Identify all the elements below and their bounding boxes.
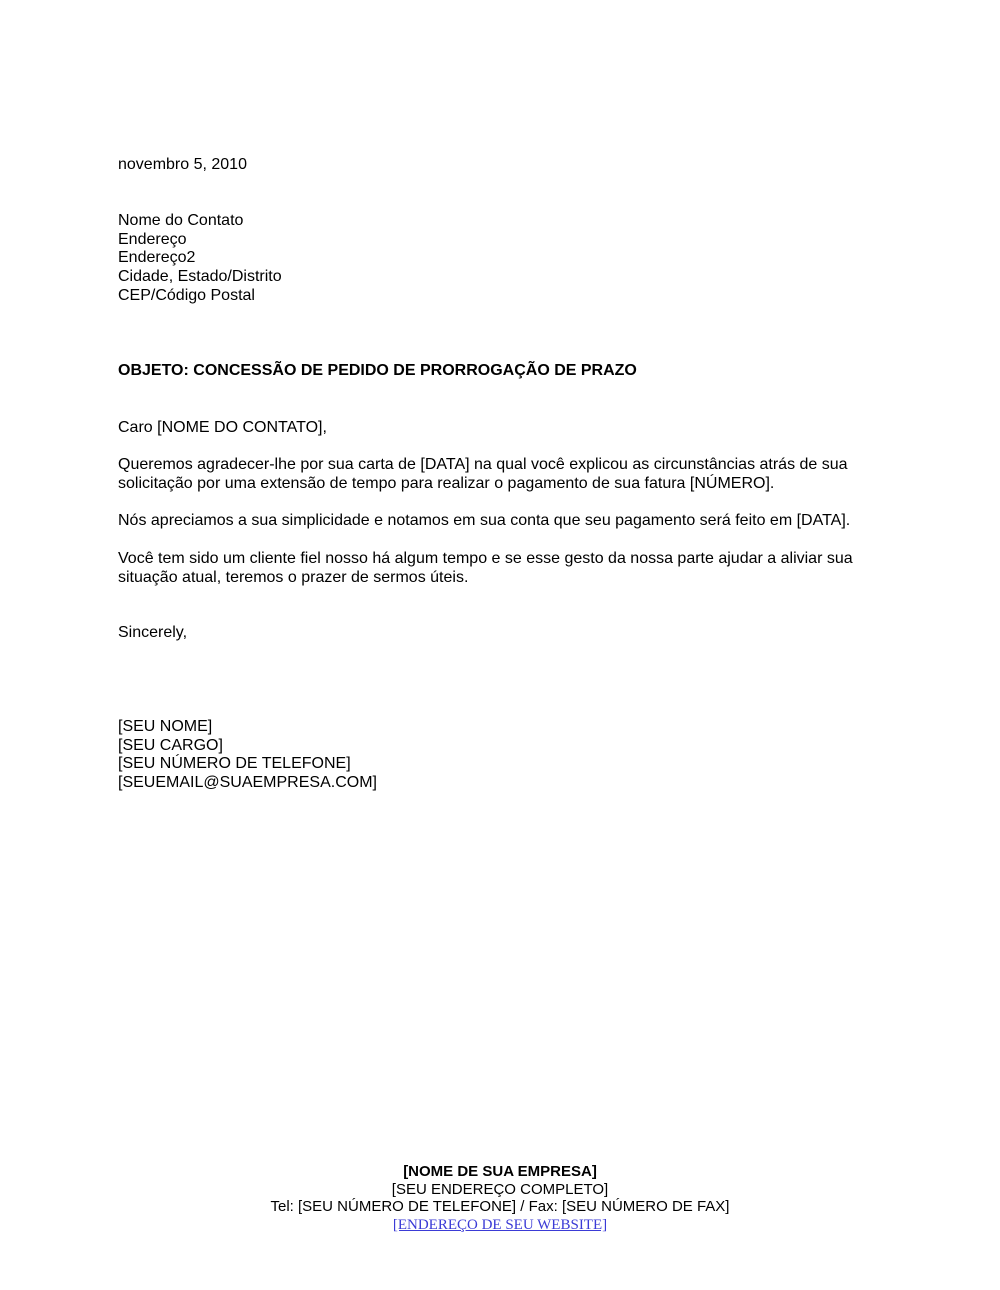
footer-contact: Tel: [SEU NÚMERO DE TELEFONE] / Fax: [SEU NÚMERO DE FAX] xyxy=(270,1198,730,1216)
recipient-address-line1: Endereço xyxy=(118,230,187,248)
recipient-city-state: Cidade, Estado/Distrito xyxy=(118,268,282,286)
recipient-name: Nome do Contato xyxy=(118,212,244,229)
recipient-postal-code: CEP/Código Postal xyxy=(118,286,255,304)
recipient-address-line2: Endereço2 xyxy=(118,249,196,267)
signature-title: [SEU CARGO] xyxy=(118,736,223,754)
body-paragraph-3 xyxy=(118,550,853,587)
recipient-address xyxy=(118,212,282,306)
paragraph-line: situação atual, teremos o prazer de sermos úteis. xyxy=(118,568,469,586)
letter-salutation: Caro [NOME DO CONTATO], xyxy=(118,419,327,436)
body-paragraph-2 xyxy=(118,512,850,531)
signature-name: [SEU NOME] xyxy=(118,718,213,735)
signature-block xyxy=(118,718,377,793)
paragraph-line: Queremos agradecer-lhe por sua carta de [DATA] na qual você explicou as circunstâncias atrás de sua xyxy=(118,456,848,473)
paragraph-line: Você tem sido um cliente fiel nosso há algum tempo e se esse gesto da nossa parte ajudar a aliviar sua xyxy=(118,550,853,567)
footer-website-link[interactable]: [ENDEREÇO DE SEU WEBSITE] xyxy=(392,1216,608,1233)
footer-address: [SEU ENDEREÇO COMPLETO] xyxy=(391,1180,609,1198)
footer-company-name: [NOME DE SUA EMPRESA] xyxy=(403,1163,597,1180)
letterhead-footer xyxy=(0,1163,1000,1234)
signature-phone: [SEU NÚMERO DE TELEFONE] xyxy=(118,755,351,773)
signature-email: [SEUEMAIL@SUAEMPRESA.COM] xyxy=(118,774,377,792)
letter-date: novembro 5, 2010 xyxy=(118,156,247,173)
body-paragraph-1 xyxy=(118,456,848,493)
letter-closing: Sincerely, xyxy=(118,624,188,641)
paragraph-line: solicitação por uma extensão de tempo para realizar o pagamento de sua fatura [NÚMERO]. xyxy=(118,474,775,492)
paragraph-line: Nós apreciamos a sua simplicidade e notamos em sua conta que seu pagamento será feito em [DATA]. xyxy=(118,512,851,529)
letter-subject: OBJETO: CONCESSÃO DE PEDIDO DE PRORROGAÇÃO DE PRAZO xyxy=(118,362,637,379)
